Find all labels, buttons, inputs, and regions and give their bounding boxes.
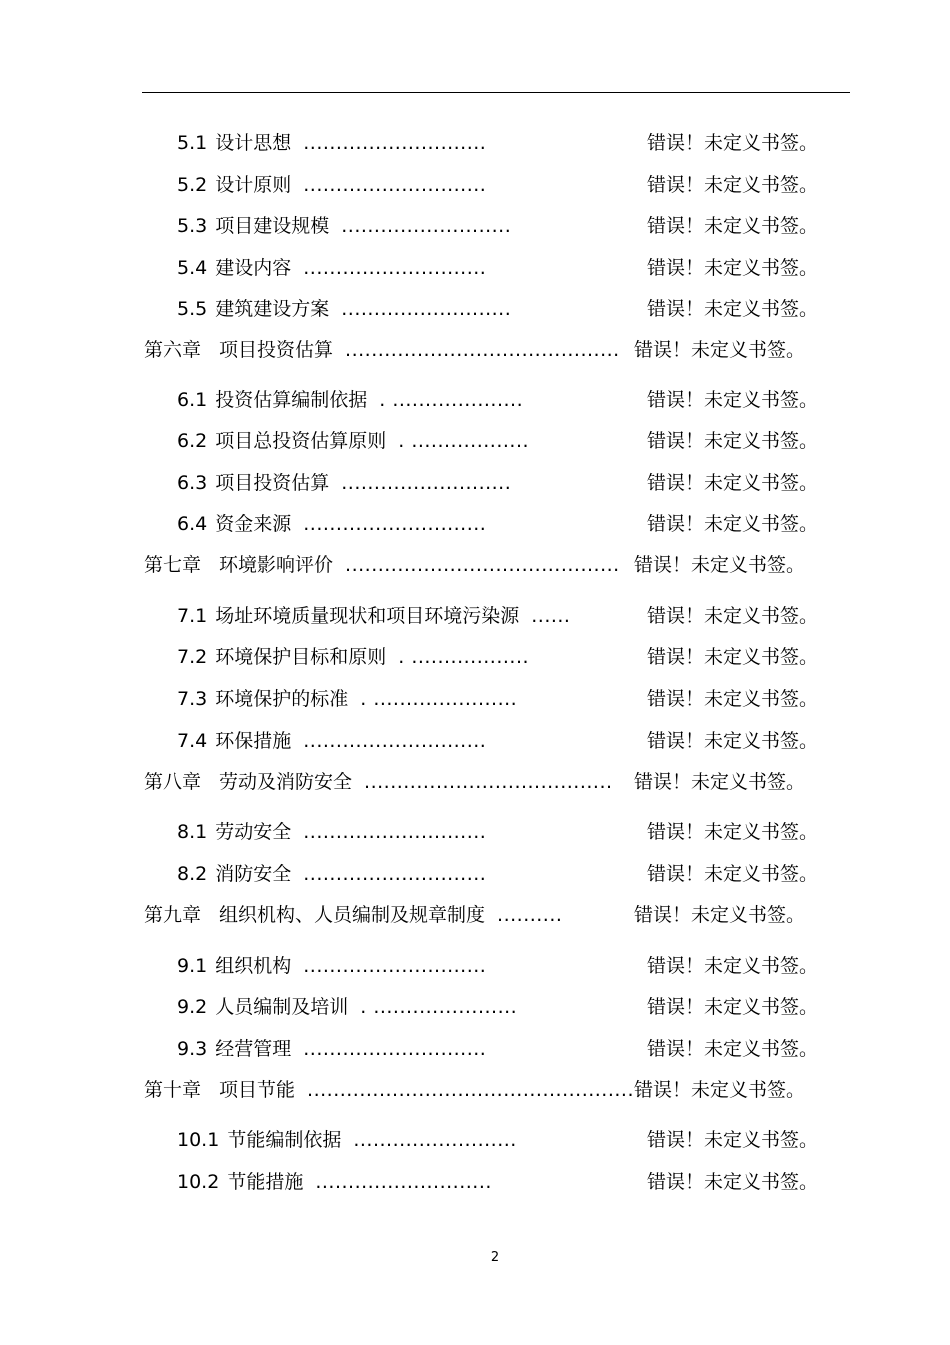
toc-leader-dots: ............................ xyxy=(303,1038,487,1060)
toc-section-entry[interactable] xyxy=(177,601,570,631)
toc-page-ref-error: 错误！未定义书签。 xyxy=(647,389,819,411)
toc-page-ref-error: 错误！未定义书签。 xyxy=(647,688,819,710)
toc-page-ref-error: 错误！未定义书签。 xyxy=(647,955,819,977)
toc-entry-title: 节能编制依据 xyxy=(227,1129,342,1151)
toc-section-entry[interactable] xyxy=(177,385,523,415)
toc-entry-title: 资金来源 xyxy=(215,513,292,535)
toc-entry-title: 组织机构、人员编制及规章制度 xyxy=(219,904,486,926)
toc-entry-title: 环保措施 xyxy=(215,730,292,752)
toc-entry-title: 设计思想 xyxy=(215,132,292,154)
toc-leader-dots: .......................................... xyxy=(345,339,620,361)
toc-entry-title: 建设内容 xyxy=(215,257,292,279)
toc-leader-dots: . ...................... xyxy=(360,688,518,710)
toc-page-ref-error: 错误！未定义书签。 xyxy=(647,863,819,885)
toc-leader-dots: ............................ xyxy=(303,132,487,154)
toc-entry-title: 劳动安全 xyxy=(215,821,292,843)
toc-entry-title: 项目投资估算 xyxy=(215,472,330,494)
toc-page-ref-error: 错误！未定义书签。 xyxy=(647,257,819,279)
toc-section-entry[interactable] xyxy=(177,426,529,456)
toc-entry-title: 人员编制及培训 xyxy=(215,996,349,1018)
toc-entry-number: 7.1 xyxy=(177,605,208,627)
toc-entry-title: 环境影响评价 xyxy=(219,554,334,576)
toc-page-ref-error: 错误！未定义书签。 xyxy=(647,430,819,452)
toc-page-ref-error: 错误！未定义书签。 xyxy=(634,771,806,793)
toc-entry-title: 组织机构 xyxy=(215,955,292,977)
toc-leader-dots: ........................... xyxy=(315,1171,492,1193)
toc-leader-dots: .......................... xyxy=(341,298,512,320)
toc-section-entry[interactable] xyxy=(177,726,486,756)
toc-entry-title: 项目投资估算 xyxy=(219,339,334,361)
toc-section-entry[interactable] xyxy=(177,170,486,200)
toc-page-ref-error: 错误！未定义书签。 xyxy=(634,904,806,926)
toc-entry-title: 项目节能 xyxy=(219,1079,296,1101)
toc-chapter-entry[interactable] xyxy=(144,767,613,797)
toc-leader-dots: .................................................. xyxy=(307,1079,635,1101)
toc-leader-dots: . ...................... xyxy=(360,996,518,1018)
toc-leader-dots: ............................ xyxy=(303,174,487,196)
toc-section-entry[interactable] xyxy=(177,253,486,283)
toc-entry-number: 7.4 xyxy=(177,730,208,752)
page-number: 2 xyxy=(490,1250,500,1265)
toc-leader-dots: .......................... xyxy=(341,215,512,237)
toc-section-entry[interactable] xyxy=(177,1034,486,1064)
toc-section-entry[interactable] xyxy=(177,992,517,1022)
toc-entry-number: 7.2 xyxy=(177,646,208,668)
toc-chapter-entry[interactable] xyxy=(144,550,620,580)
toc-leader-dots: .......................................... xyxy=(345,554,620,576)
toc-page-ref-error: 错误！未定义书签。 xyxy=(647,472,819,494)
toc-page-ref-error: 错误！未定义书签。 xyxy=(647,132,819,154)
toc-page-ref-error: 错误！未定义书签。 xyxy=(647,730,819,752)
toc-section-entry[interactable] xyxy=(177,684,517,714)
toc-leader-dots: ......................... xyxy=(353,1129,517,1151)
toc-entry-title: 场址环境质量现状和项目环境污染源 xyxy=(215,605,520,627)
toc-entry-number: 第七章 xyxy=(144,554,202,576)
toc-entry-number: 9.1 xyxy=(177,955,208,977)
toc-entry-number: 5.1 xyxy=(177,132,208,154)
toc-section-entry[interactable] xyxy=(177,211,511,241)
toc-page-ref-error: 错误！未定义书签。 xyxy=(647,996,819,1018)
toc-chapter-entry[interactable] xyxy=(144,1075,634,1105)
toc-entry-number: 8.1 xyxy=(177,821,208,843)
toc-entry-title: 节能措施 xyxy=(227,1171,304,1193)
toc-leader-dots: ............................ xyxy=(303,955,487,977)
toc-entry-number: 9.3 xyxy=(177,1038,208,1060)
toc-page-ref-error: 错误！未定义书签。 xyxy=(647,298,819,320)
toc-section-entry[interactable] xyxy=(177,642,529,672)
toc-entry-title: 投资估算编制依据 xyxy=(215,389,368,411)
toc-leader-dots: . .................... xyxy=(379,389,524,411)
toc-section-entry[interactable] xyxy=(177,294,511,324)
toc-page-ref-error: 错误！未定义书签。 xyxy=(647,605,819,627)
toc-section-entry[interactable] xyxy=(177,128,486,158)
toc-page-ref-error: 错误！未定义书签。 xyxy=(647,1171,819,1193)
toc-entry-number: 6.3 xyxy=(177,472,208,494)
toc-section-entry[interactable] xyxy=(177,1125,517,1155)
toc-entry-number: 7.3 xyxy=(177,688,208,710)
toc-section-entry[interactable] xyxy=(177,859,486,889)
toc-entry-number: 第九章 xyxy=(144,904,202,926)
toc-entry-title: 建筑建设方案 xyxy=(215,298,330,320)
toc-leader-dots: ...................................... xyxy=(364,771,613,793)
toc-page-ref-error: 错误！未定义书签。 xyxy=(634,1079,806,1101)
toc-leader-dots: ............................ xyxy=(303,730,487,752)
toc-entry-number: 6.2 xyxy=(177,430,208,452)
toc-entry-number: 5.5 xyxy=(177,298,208,320)
toc-chapter-entry[interactable] xyxy=(144,335,620,365)
toc-leader-dots: ............................ xyxy=(303,257,487,279)
toc-section-entry[interactable] xyxy=(177,817,486,847)
toc-entry-number: 6.4 xyxy=(177,513,208,535)
toc-leader-dots: . .................. xyxy=(398,646,530,668)
toc-section-entry[interactable] xyxy=(177,509,486,539)
toc-page-ref-error: 错误！未定义书签。 xyxy=(647,1038,819,1060)
toc-leader-dots: ............................ xyxy=(303,513,487,535)
toc-leader-dots: .......... xyxy=(497,904,563,926)
toc-entry-title: 环境保护目标和原则 xyxy=(215,646,387,668)
toc-entry-number: 5.3 xyxy=(177,215,208,237)
toc-section-entry[interactable] xyxy=(177,951,486,981)
toc-page-ref-error: 错误！未定义书签。 xyxy=(634,339,806,361)
toc-entry-number: 5.2 xyxy=(177,174,208,196)
toc-entry-number: 5.4 xyxy=(177,257,208,279)
toc-entry-number: 第十章 xyxy=(144,1079,202,1101)
toc-page-ref-error: 错误！未定义书签。 xyxy=(647,174,819,196)
toc-page-ref-error: 错误！未定义书签。 xyxy=(647,513,819,535)
toc-page-ref-error: 错误！未定义书签。 xyxy=(647,821,819,843)
toc-entry-title: 项目建设规模 xyxy=(215,215,330,237)
toc-entry-title: 消防安全 xyxy=(215,863,292,885)
toc-chapter-entry[interactable] xyxy=(144,900,562,930)
toc-leader-dots: ...... xyxy=(531,605,571,627)
toc-leader-dots: ............................ xyxy=(303,821,487,843)
toc-entry-number: 第八章 xyxy=(144,771,202,793)
toc-page-ref-error: 错误！未定义书签。 xyxy=(647,646,819,668)
toc-entry-number: 第六章 xyxy=(144,339,202,361)
toc-page-ref-error: 错误！未定义书签。 xyxy=(647,215,819,237)
toc-entry-number: 9.2 xyxy=(177,996,208,1018)
toc-entry-number: 6.1 xyxy=(177,389,208,411)
toc-leader-dots: . .................. xyxy=(398,430,530,452)
toc-entry-title: 项目总投资估算原则 xyxy=(215,430,387,452)
toc-entry-number: 10.2 xyxy=(177,1171,220,1193)
toc-entry-number: 10.1 xyxy=(177,1129,220,1151)
toc-page-ref-error: 错误！未定义书签。 xyxy=(647,1129,819,1151)
toc-leader-dots: .......................... xyxy=(341,472,512,494)
toc-leader-dots: ............................ xyxy=(303,863,487,885)
toc-entry-title: 劳动及消防安全 xyxy=(219,771,353,793)
toc-section-entry[interactable] xyxy=(177,1167,492,1197)
toc-entry-number: 8.2 xyxy=(177,863,208,885)
toc-page-ref-error: 错误！未定义书签。 xyxy=(634,554,806,576)
toc-entry-title: 经营管理 xyxy=(215,1038,292,1060)
toc-section-entry[interactable] xyxy=(177,468,511,498)
toc-entry-title: 设计原则 xyxy=(215,174,292,196)
toc-entry-title: 环境保护的标准 xyxy=(215,688,349,710)
